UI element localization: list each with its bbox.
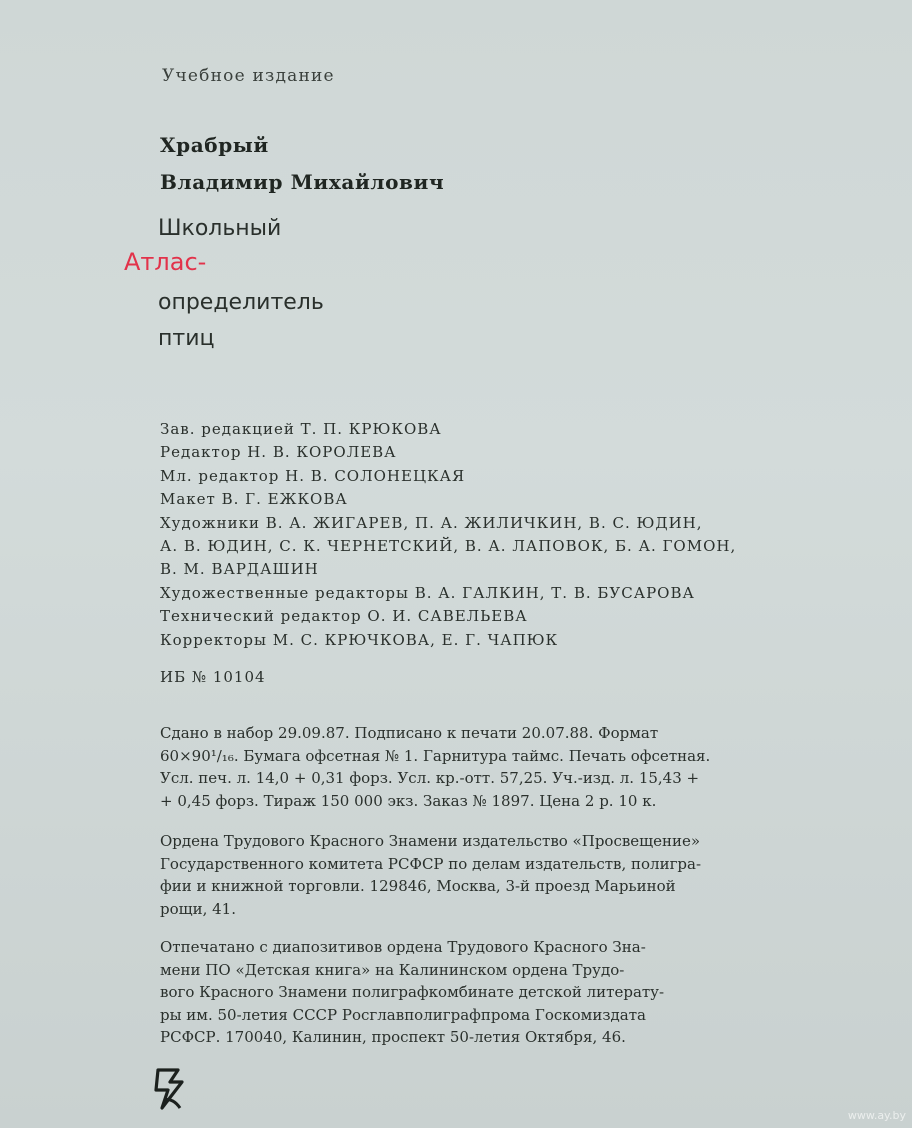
credit-line: Корректоры М. С. КРЮЧКОВА, Е. Г. ЧАПЮК (160, 630, 559, 649)
credit-line: Зав. редакцией Т. П. КРЮКОВА (160, 420, 442, 438)
publisher-line: Ордена Трудового Красного Знамени издательство «Просвещение» (160, 832, 701, 850)
title-line-4: птиц (158, 326, 215, 351)
print-detail-line: Сдано в набор 29.09.87. Подписано к печати 20.07.88. Формат (160, 724, 659, 742)
ib-number: ИБ № 10104 (160, 668, 266, 686)
publisher-line: фии и книжной торговли. 129846, Москва, 3-й проезд Марьиной (160, 877, 676, 896)
title-line-1: Школьный (158, 216, 282, 241)
print-detail-line: + 0,45 форз. Тираж 150 000 экз. Заказ № 1897. Цена 2 р. 10 к. (160, 791, 657, 810)
credit-line: Художники В. А. ЖИГАРЕВ, П. А. ЖИЛИЧКИН, В. С. ЮДИН, (160, 513, 703, 532)
author-last-name: Храбрый (160, 133, 269, 157)
credit-line: В. М. ВАРДАШИН (160, 560, 319, 579)
print-detail-line: 60×90¹/₁₆. Бумага офсетная № 1. Гарнитура таймс. Печать офсетная. (160, 746, 711, 765)
publisher-mark-icon (150, 1064, 190, 1114)
print-details (160, 722, 816, 812)
publisher-line: рощи, 41. (160, 899, 236, 918)
printer-line: РСФСР. 170040, Калинин, проспект 50-летия Октября, 46. (160, 1028, 626, 1047)
credit-line: Мл. редактор Н. В. СОЛОНЕЦКАЯ (160, 466, 466, 485)
credit-line: Технический редактор О. И. САВЕЛЬЕВА (160, 607, 528, 626)
printer-line: мени ПО «Детская книга» на Калининском ордена Трудо- (160, 960, 625, 979)
credits-list (160, 418, 736, 652)
printer-line: вого Красного Знамени полиграфкомбинате детской литерату- (160, 983, 665, 1002)
credit-line: Макет В. Г. ЕЖКОВА (160, 490, 348, 509)
credit-line: А. В. ЮДИН, С. К. ЧЕРНЕТСКИЙ, В. А. ЛАПОВОК, Б. А. ГОМОН, (160, 537, 737, 556)
credit-line: Редактор Н. В. КОРОЛЕВА (160, 443, 397, 462)
print-detail-line: Усл. печ. л. 14,0 + 0,31 форз. Усл. кр.-отт. 57,25. Уч.-изд. л. 15,43 + (160, 769, 700, 788)
edition-label: Учебное издание (162, 66, 335, 86)
publisher-line: Государственного комитета РСФСР по делам издательств, полигра- (160, 854, 702, 873)
printer-info (160, 936, 816, 1049)
publisher-info (160, 830, 816, 920)
credit-line: Художественные редакторы В. А. ГАЛКИН, Т. В. БУСАРОВА (160, 583, 695, 602)
printer-line: Отпечатано с диапозитивов ордена Трудового Красного Зна- (160, 938, 646, 956)
watermark: www.ay.by (847, 1109, 906, 1122)
printer-line: ры им. 50-летия СССР Росглавполиграфпрома Госкомиздата (160, 1005, 646, 1024)
title-line-2: Атлас- (124, 248, 207, 276)
author-first-names: Владимир Михайлович (160, 170, 445, 194)
title-line-3: определитель (158, 290, 324, 315)
